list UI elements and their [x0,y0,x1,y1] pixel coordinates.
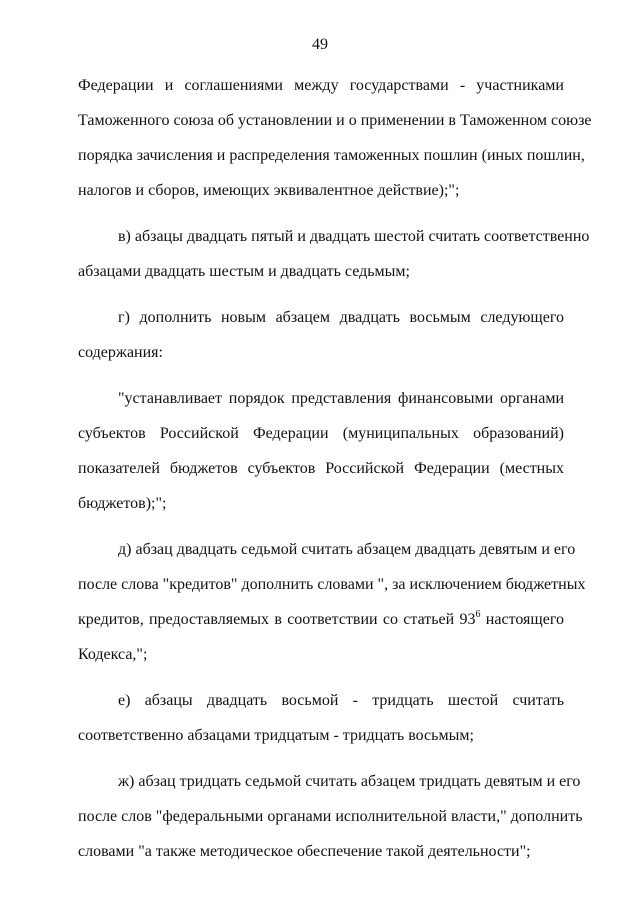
paragraph-item-g [78,300,564,370]
text-line [78,602,564,637]
text-line: словами "а также методическое обеспечение такой деятельности"; [78,843,531,860]
document-body [78,68,592,869]
paragraph-item-d [78,532,586,672]
text-line: Федерации и соглашениями между государствами - участниками [78,77,564,94]
paragraph-item-zh [78,764,583,869]
text-line: ж) абзац тридцать седьмой считать абзацем тридцать девятым и его [118,773,581,790]
text-line: д) абзац двадцать седьмой считать абзацем двадцать девятым и его [118,541,576,558]
text-line: е) абзацы двадцать восьмой - тридцать шестой считать [118,692,564,709]
text-line: содержания: [78,344,163,361]
text-line: субъектов Российской Федерации (муниципальных образований) [78,425,564,442]
text-fragment: настоящего [480,611,564,628]
page-number: 49 [312,36,328,53]
superscript: 6 [475,609,481,620]
paragraph-quote [78,381,564,521]
text-line: абзацами двадцать шестым и двадцать седьмым; [78,263,410,280]
text-line: порядка зачисления и распределения таможенных пошлин (иных пошлин, [78,147,585,164]
text-line: Кодекса,"; [78,646,148,663]
paragraph-item-e [78,683,564,753]
text-line: после слова "кредитов" дополнить словами ", за исключением бюджетных [78,576,586,593]
text-line: бюджетов);"; [78,495,167,512]
text-line: "устанавливает порядок представления финансовыми органами [118,390,564,407]
text-line: после слов "федеральными органами исполнительной власти," дополнить [78,808,583,825]
text-line: г) дополнить новым абзацем двадцать восьмым следующего [118,309,564,326]
text-fragment: кредитов, предоставляемых в соответствии со статьей 93 [78,611,476,628]
paragraph-continuation [78,68,592,208]
text-line: Таможенного союза об установлении и о применении в Таможенном союзе [78,112,592,129]
text-line: налогов и сборов, имеющих эквивалентное действие);"; [78,182,460,199]
text-line: показателей бюджетов субъектов Российской Федерации (местных [78,460,564,477]
text-line: соответственно абзацами тридцатым - тридцать восьмым; [78,727,474,744]
paragraph-item-v [78,219,590,289]
text-line: в) абзацы двадцать пятый и двадцать шестой считать соответственно [118,228,590,245]
